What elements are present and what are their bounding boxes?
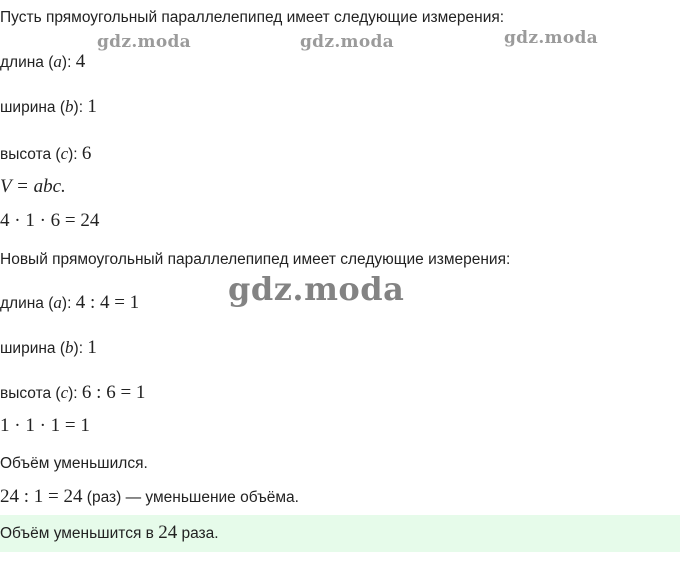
length-value: 4 <box>75 51 86 72</box>
width-variable: b <box>65 97 74 116</box>
height-label: высота ( <box>0 385 61 402</box>
ratio-text: (раз) — уменьшение объёма. <box>82 489 299 506</box>
watermark-logo: gdz.moda <box>300 32 394 52</box>
length-variable: a <box>53 52 62 71</box>
height-value: 6 : 6 = 1 <box>81 382 146 403</box>
answer-suffix: раза. <box>177 525 219 542</box>
new-volume-calculation: 1 · 1 · 1 = 1 <box>0 415 90 436</box>
answer-prefix: Объём уменьшится в <box>0 525 159 542</box>
width-label: ширина ( <box>0 99 66 116</box>
length-label: длина ( <box>0 54 54 71</box>
new-dimensions-intro: Новый прямоугольный параллелепипед имеет следующие измерения: <box>0 251 511 268</box>
answer-number: 24 <box>158 522 178 543</box>
original-height-line <box>0 144 91 165</box>
original-length-line <box>0 52 85 73</box>
width-value: 1 <box>87 337 97 358</box>
width-label-close: ): <box>73 99 88 116</box>
width-label: ширина ( <box>0 340 66 357</box>
answer-line <box>0 523 219 544</box>
height-value: 6 <box>81 143 92 164</box>
new-width-line <box>0 338 97 359</box>
width-value: 1 <box>87 96 97 117</box>
height-variable: c <box>60 144 69 163</box>
length-label-close: ): <box>61 54 76 71</box>
new-length-line <box>0 293 139 314</box>
length-variable: a <box>53 293 62 312</box>
original-volume-calculation: 4 · 1 · 6 = 24 <box>0 210 100 231</box>
watermark-logo-large: gdz.moda <box>228 270 405 308</box>
height-label-close: ): <box>68 146 82 163</box>
new-height-line <box>0 383 145 404</box>
ratio-expression: 24 : 1 = 24 <box>0 486 83 507</box>
watermark-logo: gdz.moda <box>504 28 598 48</box>
volume-decreased-text: Объём уменьшился. <box>0 455 148 472</box>
height-variable: c <box>60 383 69 402</box>
watermark-logo: gdz.moda <box>97 32 191 52</box>
width-label-close: ): <box>73 340 88 357</box>
height-label-close: ): <box>68 385 82 402</box>
length-label-close: ): <box>61 295 76 312</box>
original-dimensions-intro: Пусть прямоугольный параллелепипед имеет следующие измерения: <box>0 9 505 26</box>
ratio-line <box>0 487 299 508</box>
volume-formula: V = abc. <box>0 176 66 197</box>
original-width-line <box>0 97 97 118</box>
length-value: 4 : 4 = 1 <box>75 292 140 313</box>
length-label: длина ( <box>0 295 54 312</box>
height-label: высота ( <box>0 146 61 163</box>
width-variable: b <box>65 338 74 357</box>
